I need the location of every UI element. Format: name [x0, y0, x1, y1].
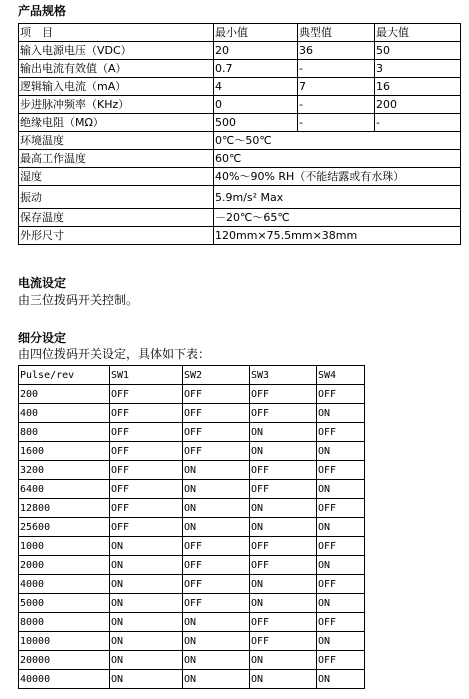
- spec-value-cell: 5.9m/s² Max: [214, 186, 461, 209]
- spec-value-cell: -: [298, 96, 375, 114]
- switch-state-cell: OFF: [110, 461, 183, 480]
- pulse-cell: 10000: [19, 632, 110, 651]
- microstep-row: [19, 651, 365, 670]
- microstep-row: [19, 461, 365, 480]
- switch-state-cell: ON: [183, 613, 250, 632]
- pulse-cell: 1000: [19, 537, 110, 556]
- spec-env-row: [19, 132, 461, 150]
- switch-state-cell: ON: [317, 404, 365, 423]
- pulse-cell: 200: [19, 385, 110, 404]
- spec-env-row: [19, 186, 461, 209]
- microstep-row: [19, 423, 365, 442]
- switch-state-cell: ON: [183, 632, 250, 651]
- switch-state-cell: ON: [250, 670, 317, 689]
- pulse-cell: 8000: [19, 613, 110, 632]
- switch-state-cell: OFF: [183, 537, 250, 556]
- microstep-text: 由四位拨码开关设定，具体如下表：: [18, 347, 211, 361]
- spec-table: [18, 23, 461, 245]
- switch-state-cell: OFF: [110, 423, 183, 442]
- spec-row: [19, 42, 461, 60]
- switch-state-cell: ON: [250, 594, 317, 613]
- microstep-row: [19, 499, 365, 518]
- switch-state-cell: OFF: [110, 499, 183, 518]
- switch-state-cell: ON: [110, 575, 183, 594]
- microstep-row: [19, 594, 365, 613]
- switch-state-cell: ON: [250, 442, 317, 461]
- spec-value-cell: 36: [298, 42, 375, 60]
- spec-param-cell: 保存温度: [19, 209, 214, 227]
- spec-row: [19, 96, 461, 114]
- pulse-cell: 3200: [19, 461, 110, 480]
- spec-header-cell: 典型值: [298, 24, 375, 42]
- switch-state-cell: ON: [317, 518, 365, 537]
- spec-value-cell: 0℃～50℃: [214, 132, 461, 150]
- switch-state-cell: OFF: [250, 480, 317, 499]
- switch-state-cell: OFF: [183, 385, 250, 404]
- microstep-header-cell: SW2: [183, 366, 250, 385]
- spec-value-cell: 60℃: [214, 150, 461, 168]
- switch-state-cell: ON: [110, 632, 183, 651]
- switch-state-cell: ON: [317, 442, 365, 461]
- switch-state-cell: ON: [317, 632, 365, 651]
- switch-state-cell: OFF: [183, 442, 250, 461]
- microstep-row: [19, 632, 365, 651]
- spec-value-cell: 500: [214, 114, 298, 132]
- microstep-row: [19, 480, 365, 499]
- switch-state-cell: ON: [110, 651, 183, 670]
- spec-title: 产品规格: [18, 4, 67, 18]
- spec-param-cell: 逻辑输入电流（mA）: [19, 78, 214, 96]
- pulse-cell: 20000: [19, 651, 110, 670]
- switch-state-cell: ON: [110, 556, 183, 575]
- switch-state-cell: OFF: [183, 556, 250, 575]
- switch-state-cell: OFF: [317, 461, 365, 480]
- pulse-cell: 5000: [19, 594, 110, 613]
- spec-value-cell: 40%～90% RH（不能结露或有水珠）: [214, 168, 461, 186]
- spec-value-cell: 7: [298, 78, 375, 96]
- spec-header-cell: 最大值: [375, 24, 461, 42]
- spec-value-cell: 16: [375, 78, 461, 96]
- pulse-cell: 400: [19, 404, 110, 423]
- switch-state-cell: ON: [317, 594, 365, 613]
- spec-value-cell: 0.7: [214, 60, 298, 78]
- microstep-table: [18, 365, 365, 689]
- spec-row: [19, 78, 461, 96]
- switch-state-cell: OFF: [250, 632, 317, 651]
- microstep-row: [19, 556, 365, 575]
- spec-value-cell: -: [298, 60, 375, 78]
- switch-state-cell: OFF: [183, 423, 250, 442]
- switch-state-cell: OFF: [110, 480, 183, 499]
- spec-env-row: [19, 168, 461, 186]
- spec-value-cell: 20: [214, 42, 298, 60]
- switch-state-cell: ON: [250, 423, 317, 442]
- switch-state-cell: ON: [317, 670, 365, 689]
- switch-state-cell: ON: [110, 670, 183, 689]
- spec-value-cell: 3: [375, 60, 461, 78]
- switch-state-cell: ON: [317, 556, 365, 575]
- current-title: 电流设定: [18, 276, 67, 290]
- microstep-row: [19, 670, 365, 689]
- microstep-row: [19, 575, 365, 594]
- switch-state-cell: ON: [250, 575, 317, 594]
- spec-param-cell: 湿度: [19, 168, 214, 186]
- switch-state-cell: ON: [110, 594, 183, 613]
- microstep-row: [19, 404, 365, 423]
- microstep-header-cell: Pulse/rev: [19, 366, 110, 385]
- switch-state-cell: ON: [250, 499, 317, 518]
- switch-state-cell: OFF: [317, 537, 365, 556]
- spec-param-cell: 振动: [19, 186, 214, 209]
- microstep-row: [19, 442, 365, 461]
- switch-state-cell: ON: [183, 670, 250, 689]
- spec-value-cell: -: [298, 114, 375, 132]
- spec-env-row: [19, 227, 461, 245]
- spec-value-cell: 200: [375, 96, 461, 114]
- current-text: 由三位拨码开关控制。: [18, 293, 139, 307]
- spec-param-cell: 最高工作温度: [19, 150, 214, 168]
- microstep-header-cell: SW3: [250, 366, 317, 385]
- switch-state-cell: OFF: [317, 499, 365, 518]
- switch-state-cell: OFF: [250, 613, 317, 632]
- spec-value-cell: －20℃～65℃: [214, 209, 461, 227]
- switch-state-cell: OFF: [317, 423, 365, 442]
- spec-header-row: [19, 24, 461, 42]
- spec-row: [19, 60, 461, 78]
- switch-state-cell: OFF: [183, 575, 250, 594]
- microstep-row: [19, 537, 365, 556]
- switch-state-cell: OFF: [250, 461, 317, 480]
- spec-param-cell: 绝缘电阻（MΩ）: [19, 114, 214, 132]
- microstep-row: [19, 518, 365, 537]
- switch-state-cell: OFF: [250, 385, 317, 404]
- switch-state-cell: OFF: [110, 518, 183, 537]
- switch-state-cell: OFF: [317, 575, 365, 594]
- switch-state-cell: ON: [183, 461, 250, 480]
- microstep-row: [19, 385, 365, 404]
- switch-state-cell: OFF: [250, 556, 317, 575]
- switch-state-cell: OFF: [250, 537, 317, 556]
- pulse-cell: 25600: [19, 518, 110, 537]
- switch-state-cell: OFF: [317, 613, 365, 632]
- microstep-row: [19, 613, 365, 632]
- switch-state-cell: ON: [250, 518, 317, 537]
- switch-state-cell: OFF: [110, 385, 183, 404]
- pulse-cell: 6400: [19, 480, 110, 499]
- spec-value-cell: 4: [214, 78, 298, 96]
- switch-state-cell: ON: [183, 518, 250, 537]
- spec-row: [19, 114, 461, 132]
- switch-state-cell: OFF: [110, 404, 183, 423]
- pulse-cell: 1600: [19, 442, 110, 461]
- pulse-cell: 4000: [19, 575, 110, 594]
- pulse-cell: 40000: [19, 670, 110, 689]
- spec-param-cell: 输出电流有效值（A）: [19, 60, 214, 78]
- spec-value-cell: 50: [375, 42, 461, 60]
- spec-param-cell: 输入电源电压（VDC）: [19, 42, 214, 60]
- switch-state-cell: ON: [317, 480, 365, 499]
- switch-state-cell: OFF: [183, 404, 250, 423]
- switch-state-cell: ON: [110, 537, 183, 556]
- pulse-cell: 800: [19, 423, 110, 442]
- spec-value-cell: 0: [214, 96, 298, 114]
- pulse-cell: 12800: [19, 499, 110, 518]
- spec-value-cell: -: [375, 114, 461, 132]
- spec-param-cell: 步进脉冲频率（KHz）: [19, 96, 214, 114]
- switch-state-cell: ON: [110, 613, 183, 632]
- spec-param-cell: 外形尺寸: [19, 227, 214, 245]
- microstep-header-cell: SW1: [110, 366, 183, 385]
- switch-state-cell: OFF: [110, 442, 183, 461]
- spec-header-cell: 最小值: [214, 24, 298, 42]
- switch-state-cell: OFF: [317, 651, 365, 670]
- switch-state-cell: ON: [183, 651, 250, 670]
- spec-env-row: [19, 150, 461, 168]
- switch-state-cell: OFF: [317, 385, 365, 404]
- microstep-header-row: [19, 366, 365, 385]
- switch-state-cell: ON: [183, 480, 250, 499]
- spec-param-cell: 环境温度: [19, 132, 214, 150]
- microstep-title: 细分设定: [18, 331, 67, 345]
- spec-env-row: [19, 209, 461, 227]
- microstep-header-cell: SW4: [317, 366, 365, 385]
- switch-state-cell: ON: [183, 499, 250, 518]
- pulse-cell: 2000: [19, 556, 110, 575]
- spec-header-cell: 项 目: [19, 24, 214, 42]
- spec-value-cell: 120mm×75.5mm×38mm: [214, 227, 461, 245]
- switch-state-cell: OFF: [250, 404, 317, 423]
- switch-state-cell: OFF: [183, 594, 250, 613]
- switch-state-cell: ON: [250, 651, 317, 670]
